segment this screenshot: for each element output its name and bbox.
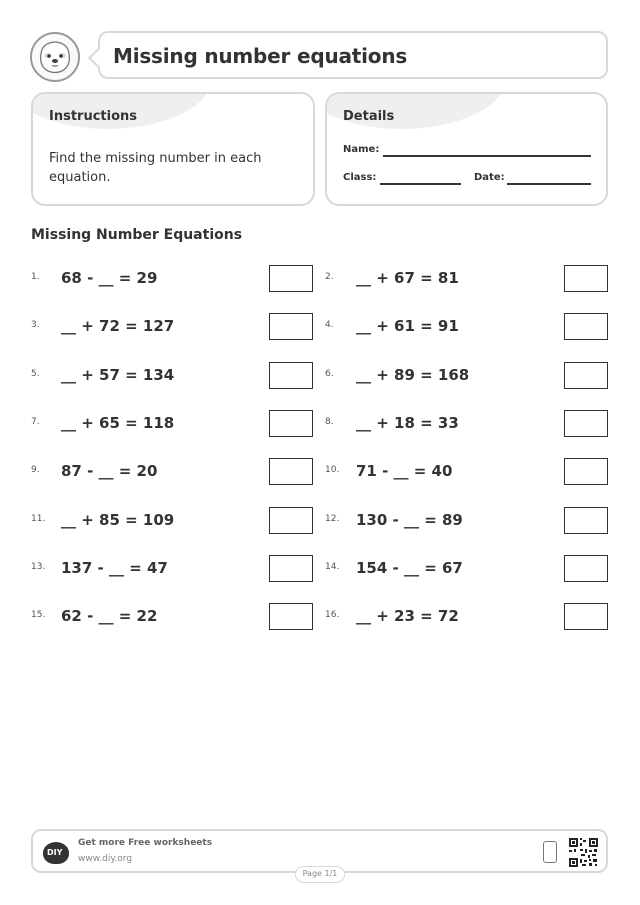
details-heading: Details — [343, 109, 395, 124]
question-number: 7. — [31, 417, 40, 427]
answer-box[interactable] — [269, 458, 313, 485]
answer-box[interactable] — [269, 555, 313, 582]
question-equation: 154 - __ = 67 — [356, 559, 463, 577]
name-field[interactable] — [383, 155, 591, 157]
answer-box[interactable] — [269, 265, 313, 292]
answer-box[interactable] — [564, 313, 608, 340]
name-label: Name: — [343, 144, 380, 155]
answer-box[interactable] — [269, 410, 313, 437]
question-number: 6. — [325, 369, 334, 379]
instructions-text: Find the missing number in each equation. — [49, 151, 262, 185]
class-field[interactable] — [380, 183, 461, 185]
question-equation: __ + 72 = 127 — [61, 317, 175, 335]
answer-box[interactable] — [269, 507, 313, 534]
question-equation: __ + 67 = 81 — [356, 269, 459, 287]
question-equation: 62 - __ = 22 — [61, 607, 158, 625]
footer-promo: Get more Free worksheets — [78, 838, 213, 848]
logo-text: DIY — [47, 848, 63, 857]
question-equation: __ + 18 = 33 — [356, 414, 459, 432]
question-number: 16. — [325, 610, 340, 620]
question-number: 12. — [325, 514, 340, 524]
qr-code-icon[interactable] — [568, 837, 599, 868]
question-number: 4. — [325, 320, 334, 330]
question-equation: __ + 61 = 91 — [356, 317, 459, 335]
question-number: 10. — [325, 465, 340, 475]
question-equation: __ + 23 = 72 — [356, 607, 459, 625]
date-field[interactable] — [507, 183, 591, 185]
question-number: 2. — [325, 272, 334, 282]
question-equation: 87 - __ = 20 — [61, 462, 158, 480]
footer-url[interactable]: www.diy.org — [78, 854, 132, 864]
question-number: 5. — [31, 369, 40, 379]
answer-box[interactable] — [269, 313, 313, 340]
question-number: 8. — [325, 417, 334, 427]
class-label: Class: — [343, 172, 377, 183]
details-card — [325, 92, 608, 206]
question-equation: 130 - __ = 89 — [356, 511, 463, 529]
answer-box[interactable] — [564, 265, 608, 292]
section-title: Missing Number Equations — [31, 227, 243, 243]
answer-box[interactable] — [269, 603, 313, 630]
answer-box[interactable] — [564, 458, 608, 485]
answer-box[interactable] — [564, 555, 608, 582]
answer-box[interactable] — [564, 410, 608, 437]
answer-box[interactable] — [564, 507, 608, 534]
question-number: 14. — [325, 562, 340, 572]
question-number: 15. — [31, 610, 46, 620]
question-equation: 137 - __ = 47 — [61, 559, 168, 577]
question-equation: 71 - __ = 40 — [356, 462, 453, 480]
instructions-heading: Instructions — [49, 109, 138, 124]
page-indicator: Page 1/1 — [295, 866, 345, 883]
instructions-card — [31, 92, 315, 206]
question-equation: __ + 89 = 168 — [356, 366, 470, 384]
question-equation: 68 - __ = 29 — [61, 269, 158, 287]
answer-box[interactable] — [269, 362, 313, 389]
answer-box[interactable] — [564, 603, 608, 630]
page-title: Missing number equations — [113, 44, 408, 68]
question-equation: __ + 85 = 109 — [61, 511, 175, 529]
question-number: 13. — [31, 562, 46, 572]
question-number: 3. — [31, 320, 40, 330]
question-number: 1. — [31, 272, 40, 282]
question-equation: __ + 57 = 134 — [61, 366, 175, 384]
date-label: Date: — [474, 172, 505, 183]
phone-icon — [543, 841, 557, 863]
sloth-mascot-icon — [30, 32, 80, 82]
diy-logo-icon — [43, 842, 69, 864]
question-number: 11. — [31, 514, 46, 524]
title-box — [98, 31, 608, 79]
answer-box[interactable] — [564, 362, 608, 389]
question-equation: __ + 65 = 118 — [61, 414, 175, 432]
question-number: 9. — [31, 465, 40, 475]
